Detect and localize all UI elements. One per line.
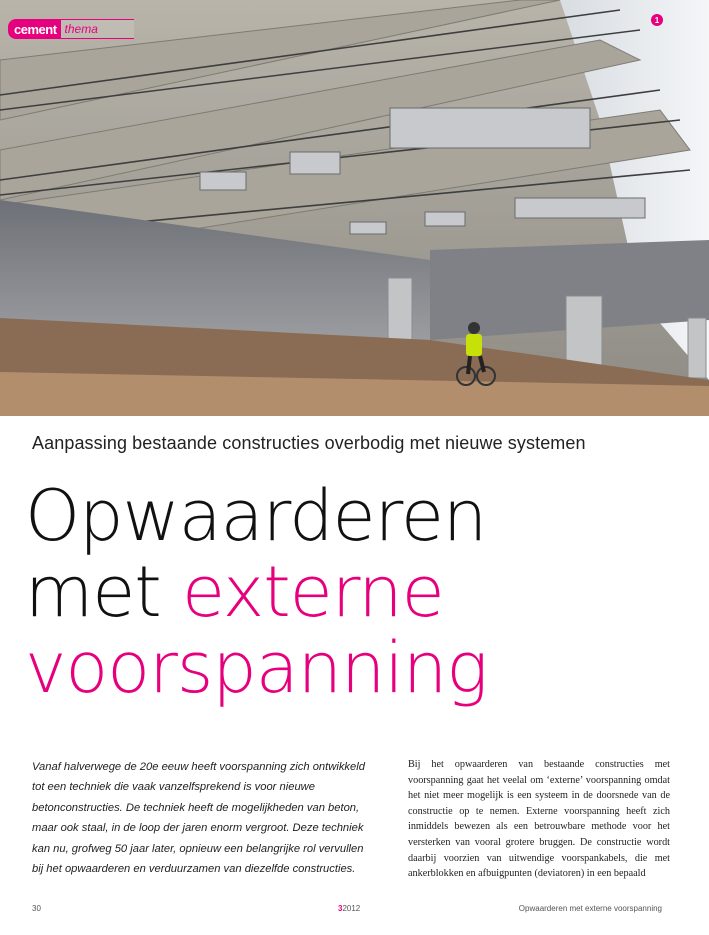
magazine-logo: cement xyxy=(8,19,61,39)
page-number: 30 xyxy=(32,904,41,913)
lead-paragraph: Vanaf halverwege de 20e eeuw heeft voorspanning zich ontwikkeld tot een techniek die vaak vanzelfsprekend is voor nieuwe betonconstructies. De techniek heeft de mogelijkheden van beton, maar ook staal, in de loop der jaren enorm vergroot. Deze techniek kan nu, grofweg 50 jaar later, opnieuw een belangrijke rol vervullen bij het opwaarderen en verduurzamen van diezelfde constructies. xyxy=(32,761,365,876)
issue-number: 3 xyxy=(338,904,343,913)
hero-photo xyxy=(0,0,709,416)
title-line-1: Opwaarderen xyxy=(25,475,487,557)
title-line-2-black: met xyxy=(25,551,182,633)
section-label: thema xyxy=(61,19,134,39)
magazine-brand xyxy=(8,19,134,39)
article-subtitle: Aanpassing bestaande constructies overbodig met nieuwe systemen xyxy=(32,433,586,453)
title-line-3: voorspanning xyxy=(25,627,488,709)
body-text: Bij het opwaarderen van bestaande constructies met voorspanning gaat het veelal om ‘externe’ voorspanning omdat het niet meer mogelijk is een systeem in de doorsnede van de constructie op te nemen. Externe voorspanning heeft zich inmiddels bewezen als een betrouwbare methode voor het versterken van vooral grotere bruggen. De constructie wordt daarbij voorzien van uitwendige voorspankabels, die met ankerblokken en afbuigpunten (deviatoren) in een bepaald xyxy=(408,759,670,880)
article-title xyxy=(25,475,488,709)
issue-year: 2012 xyxy=(342,904,361,913)
title-line-2 xyxy=(25,551,487,633)
corner-badge: 1 xyxy=(651,14,663,26)
title-line-2-pink: externe xyxy=(181,551,444,633)
running-title: Opwaarderen met externe voorspanning xyxy=(518,904,662,913)
issue-label xyxy=(338,904,360,913)
